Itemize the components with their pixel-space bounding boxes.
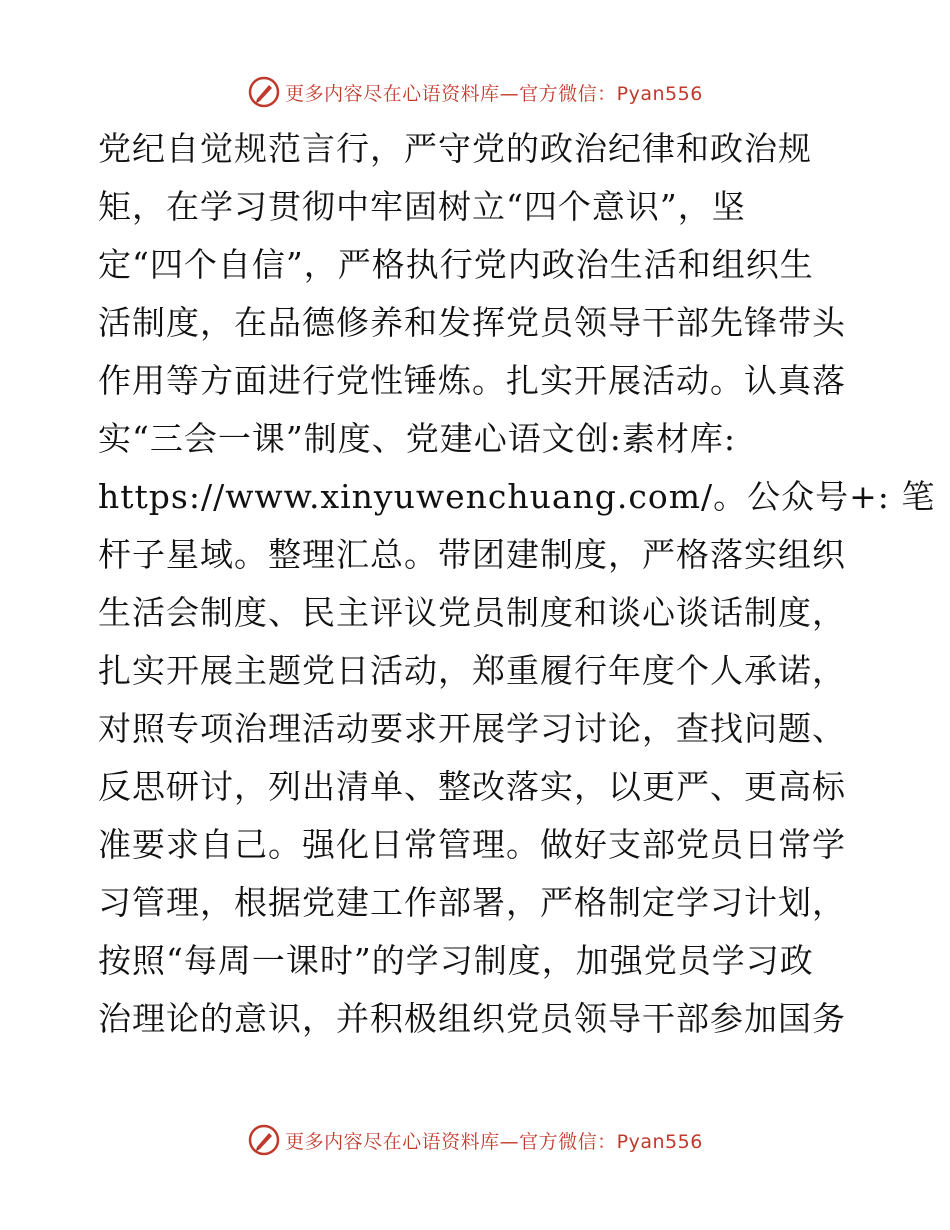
text-line: 生活会制度、民主评议党员制度和谈心谈话制度， xyxy=(98,593,846,632)
text-line: 治理论的意识，并积极组织党员领导干部参加国务 xyxy=(98,999,846,1038)
text-line: 反思研讨，列出清单、整改落实，以更严、更高标 xyxy=(98,767,846,806)
header-banner xyxy=(0,72,950,112)
text-line: 准要求自己。强化日常管理。做好支部党员日常学 xyxy=(98,825,846,864)
text-line: 实“三会一课”制度、党建心语文创:素材库: xyxy=(98,419,736,458)
text-line: 对照专项治理活动要求开展学习讨论，查找问题、 xyxy=(98,709,846,748)
text-line: 习管理，根据党建工作部署，严格制定学习计划， xyxy=(98,883,846,922)
pen-logo-icon xyxy=(247,75,281,109)
text-line: 按照“每周一课时”的学习制度，加强党员学习政 xyxy=(98,941,814,980)
footer-banner-text: 更多内容尽在心语资料库—官方微信：Pyan556 xyxy=(285,1130,703,1153)
text-line: https://www.xinyuwenchuang.com/。公众号+: 笔 xyxy=(98,477,936,516)
pen-logo-icon xyxy=(247,1123,281,1157)
text-line: 矩，在学习贯彻中牢固树立“四个意识”，坚 xyxy=(98,187,746,226)
document-body xyxy=(98,120,936,1048)
text-line: 党纪自觉规范言行，严守党的政治纪律和政治规 xyxy=(98,129,812,168)
text-line: 定“四个自信”，严格执行党内政治生活和组织生 xyxy=(98,245,814,284)
text-line: 活制度，在品德修养和发挥党员领导干部先锋带头 xyxy=(98,303,846,342)
footer-banner xyxy=(0,1120,950,1160)
text-line: 杆子星域。整理汇总。带团建制度，严格落实组织 xyxy=(98,535,846,574)
text-line: 扎实开展主题党日活动，郑重履行年度个人承诺， xyxy=(98,651,846,690)
header-banner-text: 更多内容尽在心语资料库—官方微信：Pyan556 xyxy=(285,82,703,105)
text-line: 作用等方面进行党性锤炼。扎实开展活动。认真落 xyxy=(98,361,846,400)
